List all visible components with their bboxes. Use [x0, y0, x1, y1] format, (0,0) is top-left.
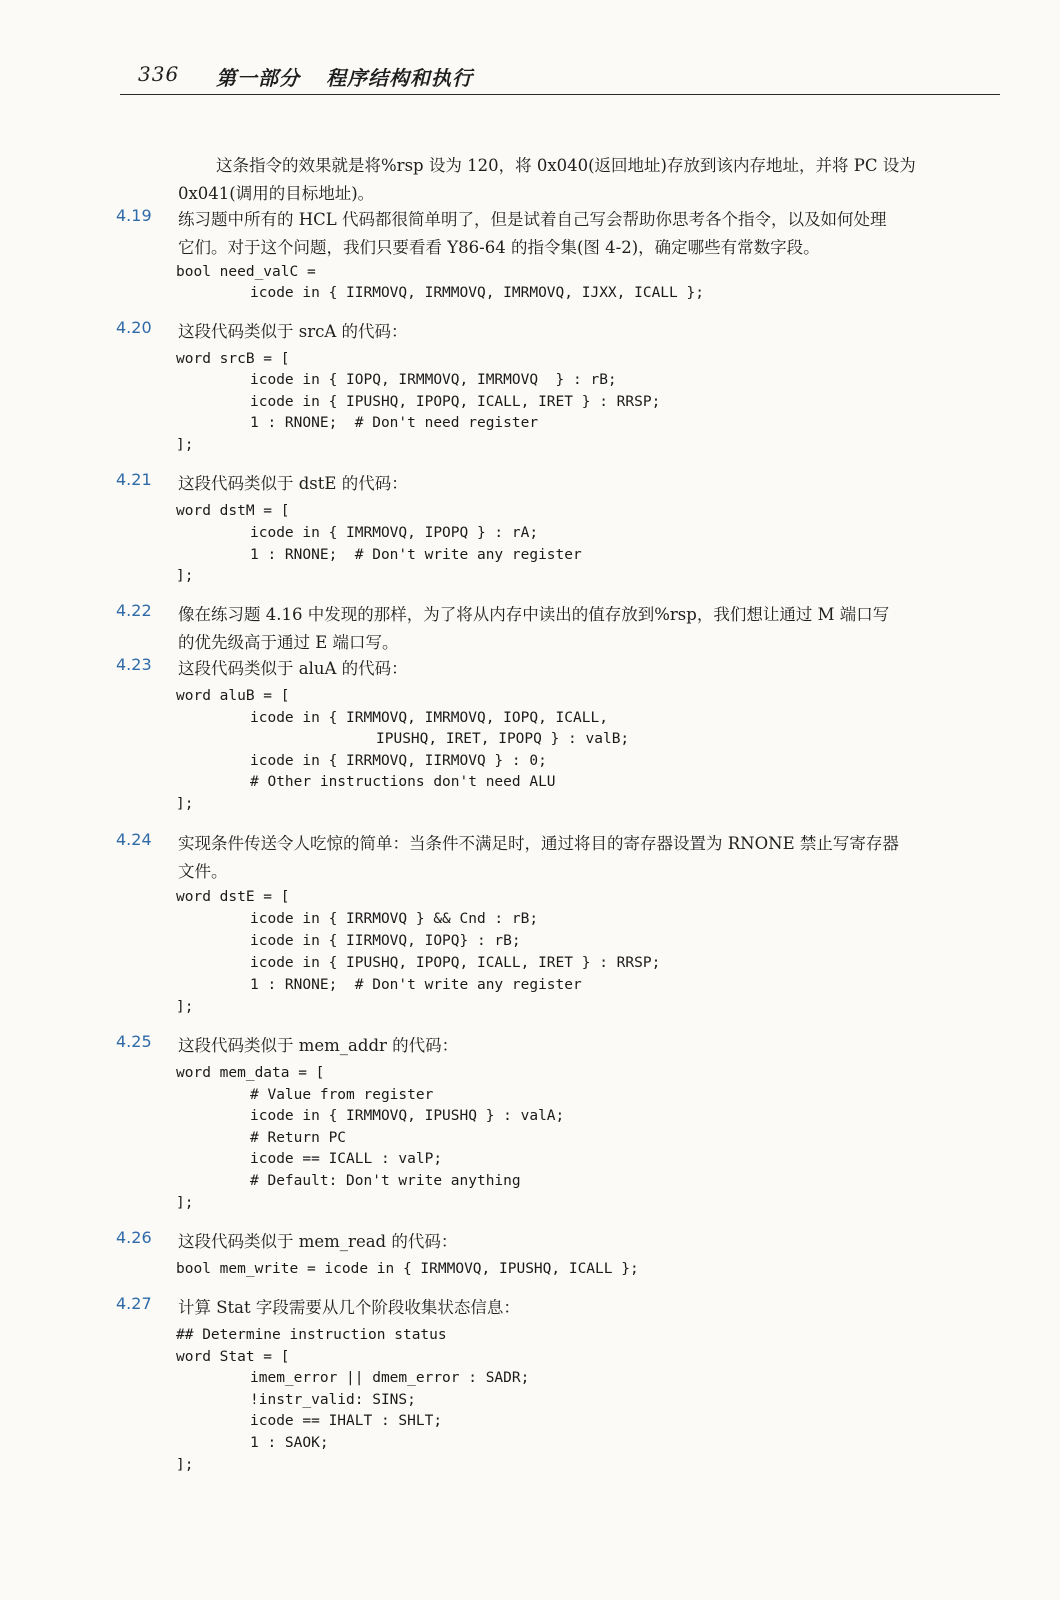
code-line: icode in { IIRMOVQ, IOPQ} : rB; — [250, 933, 521, 949]
solution-text: 计算 Stat 字段需要从几个阶段收集状态信息： — [178, 1298, 520, 1317]
code-line: imem_error || dmem_error : SADR; — [250, 1370, 530, 1386]
code-line: icode in { IRMMOVQ, IPUSHQ } : valA; — [250, 1108, 565, 1124]
solution-number: 4.23 — [116, 655, 152, 674]
solution-text: 文件。 — [178, 862, 228, 881]
code-line: # Value from register — [250, 1087, 434, 1103]
code-line: word dstE = [ — [176, 889, 290, 905]
code-line: ]; — [176, 1195, 194, 1211]
code-line: ]; — [176, 437, 194, 453]
code-line: # Other instructions don't need ALU — [250, 774, 556, 790]
code-line: icode in { IOPQ, IRMMOVQ, IMRMOVQ } : rB; — [250, 372, 617, 388]
solution-number: 4.19 — [116, 206, 152, 225]
code-line: ]; — [176, 1457, 194, 1473]
running-header — [120, 58, 1000, 95]
code-line: bool mem_write = icode in { IRMMOVQ, IPUSHQ, ICALL }; — [176, 1261, 639, 1277]
solution-number: 4.22 — [116, 601, 152, 620]
solution-number: 4.20 — [116, 318, 152, 337]
code-line: 1 : RNONE; # Don't write any register — [250, 547, 582, 563]
code-line: ## Determine instruction status — [176, 1327, 447, 1343]
solution-text: 实现条件传送令人吃惊的简单：当条件不满足时，通过将目的寄存器设置为 RNONE 禁止写寄存器 — [178, 834, 899, 853]
solution-text: 这段代码类似于 dstE 的代码： — [178, 474, 408, 493]
solution-number: 4.26 — [116, 1228, 152, 1247]
code-line: word mem_data = [ — [176, 1065, 325, 1081]
solution-text: 这段代码类似于 mem_addr 的代码： — [178, 1036, 459, 1055]
code-line: icode in { IPUSHQ, IPOPQ, ICALL, IRET } : RRSP; — [250, 955, 661, 971]
solution-number: 4.27 — [116, 1294, 152, 1313]
code-line: icode == ICALL : valP; — [250, 1151, 443, 1167]
code-line: IPUSHQ, IRET, IPOPQ } : valB; — [376, 731, 630, 747]
code-line: icode in { IRRMOVQ, IIRMOVQ } : 0; — [250, 753, 547, 769]
intro-text: 这条指令的效果就是将%rsp 设为 120，将 0x040(返回地址)存放到该内存地址，并将 PC 设为 — [216, 156, 916, 175]
solution-text: 像在练习题 4.16 中发现的那样，为了将从内存中读出的值存放到%rsp，我们想让通过 M 端口写 — [178, 605, 890, 624]
page-number: 336 — [138, 62, 180, 86]
code-line: icode == IHALT : SHLT; — [250, 1413, 443, 1429]
chapter-title: 程序结构和执行 — [326, 66, 473, 90]
solution-number: 4.21 — [116, 470, 152, 489]
part-label: 第一部分 — [216, 66, 300, 90]
code-line: # Return PC — [250, 1130, 347, 1146]
code-line: ]; — [176, 999, 194, 1015]
code-line: word aluB = [ — [176, 688, 290, 704]
solution-text: 这段代码类似于 aluA 的代码： — [178, 659, 408, 678]
solution-text: 这段代码类似于 mem_read 的代码： — [178, 1232, 458, 1251]
code-line: icode in { IPUSHQ, IPOPQ, ICALL, IRET } : RRSP; — [250, 394, 661, 410]
code-line: ]; — [176, 568, 194, 584]
solution-text: 练习题中所有的 HCL 代码都很简单明了，但是试着自己写会帮助你思考各个指令，以及如何处理 — [178, 210, 887, 229]
code-line: word srcB = [ — [176, 351, 290, 367]
code-line: icode in { IMRMOVQ, IPOPQ } : rA; — [250, 525, 539, 541]
code-line: word Stat = [ — [176, 1349, 290, 1365]
solution-number: 4.25 — [116, 1032, 152, 1051]
code-line: ]; — [176, 796, 194, 812]
code-line: 1 : RNONE; # Don't need register — [250, 415, 539, 431]
code-line: icode in { IIRMOVQ, IRMMOVQ, IMRMOVQ, IJXX, ICALL }; — [250, 285, 704, 301]
code-line: word dstM = [ — [176, 503, 290, 519]
intro-text: 0x041(调用的目标地址)。 — [178, 184, 375, 203]
code-line: bool need_valC = — [176, 264, 316, 280]
solution-number: 4.24 — [116, 830, 152, 849]
solution-text: 它们。对于这个问题，我们只要看看 Y86-64 的指令集(图 4-2)，确定哪些有常数字段。 — [178, 238, 820, 257]
code-line: 1 : SAOK; — [250, 1435, 329, 1451]
solution-text: 的优先级高于通过 E 端口写。 — [178, 633, 399, 652]
code-line: !instr_valid: SINS; — [250, 1392, 416, 1408]
code-line: # Default: Don't write anything — [250, 1173, 521, 1189]
solution-text: 这段代码类似于 srcA 的代码： — [178, 322, 408, 341]
code-line: 1 : RNONE; # Don't write any register — [250, 977, 582, 993]
code-line: icode in { IRMMOVQ, IMRMOVQ, IOPQ, ICALL, — [250, 710, 608, 726]
code-line: icode in { IRRMOVQ } && Cnd : rB; — [250, 911, 539, 927]
